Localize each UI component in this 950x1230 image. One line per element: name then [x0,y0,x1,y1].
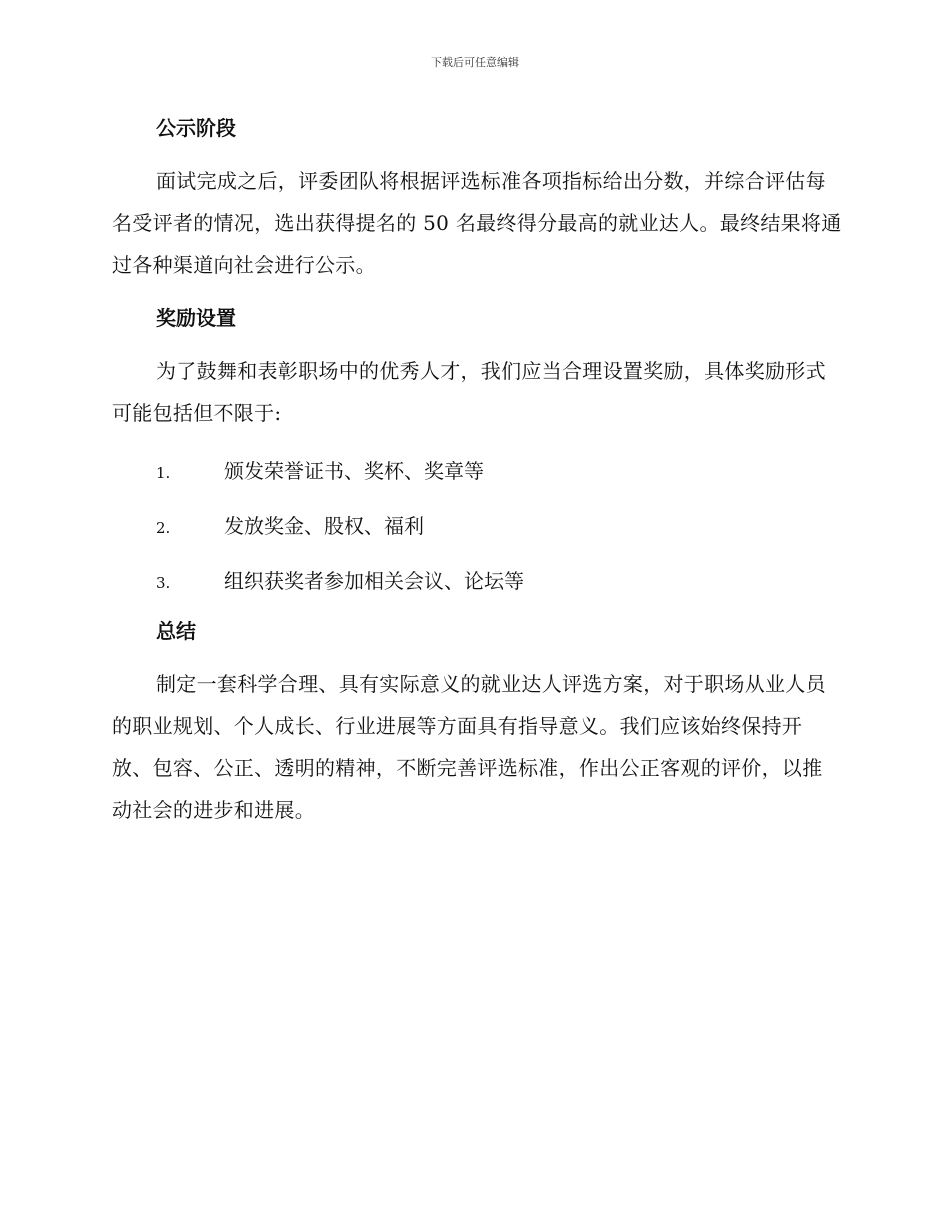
list-item [112,554,842,609]
document-body [112,108,842,831]
list-item-number: 2. [156,519,171,537]
section-paragraph-publicity: 面试完成之后，评委团队将根据评选标准各项指标给出分数，并综合评估每名受评者的情况，选出获得提名的 50 名最终得分最高的就业达人。最终结果将通过各种渠道向社会进行公示。 [112,169,842,277]
section-paragraph-summary: 制定一套科学合理、具有实际意义的就业达人评选方案，对于职场从业人员的职业规划、个人成长、行业进展等方面具有指导意义。我们应该始终保持开放、包容、公正、透明的精神，不断完善评选标准，作出公正客观的评价，以推动社会的进步和进展。 [112,672,826,822]
list-item-text: 发放奖金、股权、福利 [224,514,424,538]
section-paragraph-rewards: 为了鼓舞和表彰职场中的优秀人才，我们应当合理设置奖励，具体奖励形式可能包括但不限于: [112,359,826,425]
section-heading-rewards: 奖励设置 [156,306,236,330]
page-header: 下载后可任意编辑 [431,56,519,69]
list-item-number: 1. [156,464,171,482]
list-item [112,499,842,554]
list-item-number: 3. [156,574,171,592]
list-item-text: 颁发荣誉证书、奖杯、奖章等 [224,459,484,483]
section-heading-publicity: 公示阶段 [156,116,236,140]
rewards-list [112,444,842,609]
section-heading-summary: 总结 [156,619,196,643]
list-item [112,444,842,499]
list-item-text: 组织获奖者参加相关会议、论坛等 [224,569,524,593]
